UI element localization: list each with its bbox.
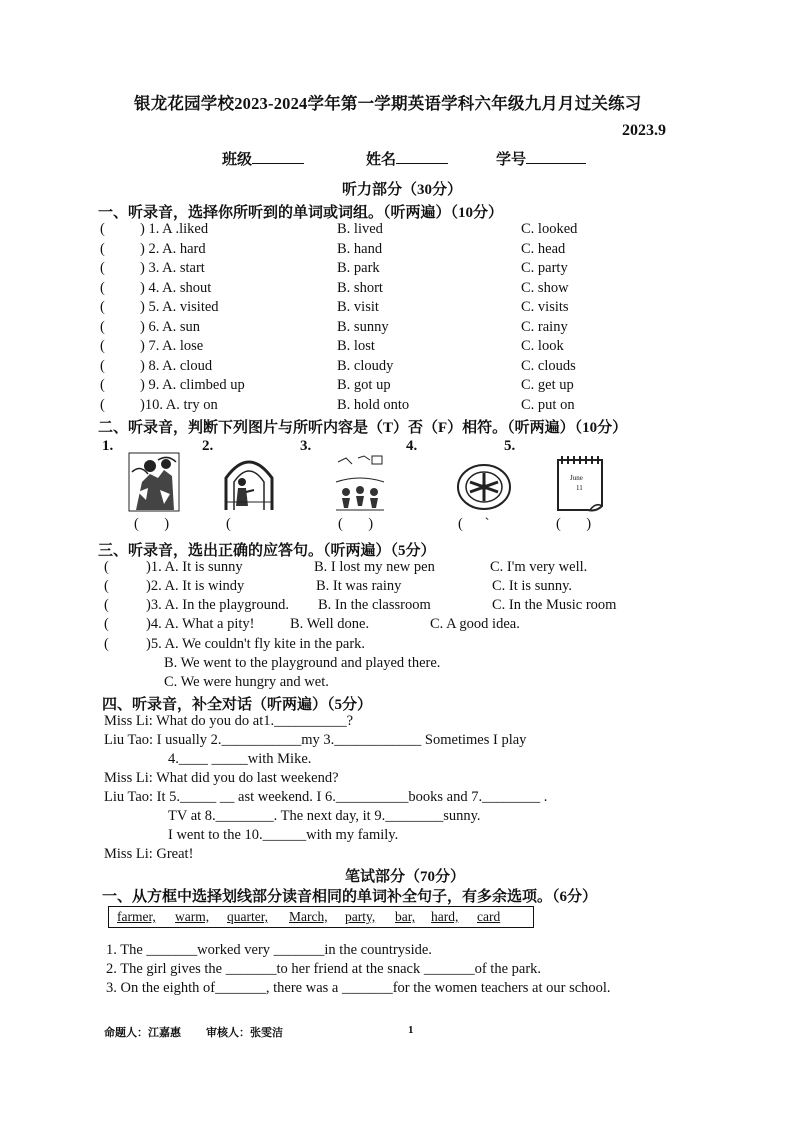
number-field (496, 148, 586, 169)
dialog-line-2: Liu Tao: I usually 2.___________my 3.____________ Sometimes I play (104, 732, 527, 748)
option-c: C. clouds (521, 357, 576, 374)
listening-part2-heading: 二、听录音，判断下列图片与所听内容是（T）否（F）相符。（听两遍）（10分） (98, 420, 628, 436)
option-b: B. cloudy (337, 357, 394, 374)
option-c: C. head (521, 240, 566, 257)
class-blank[interactable] (252, 149, 304, 164)
page-title: 银龙花园学校2023-2024学年第一学期英语学科六年级九月月过关练习 (134, 94, 642, 113)
option-b: B. got up (337, 377, 391, 393)
answer-bracket[interactable]: ( (100, 357, 105, 374)
class-field (222, 148, 304, 169)
page-number: 1 (408, 1024, 414, 1036)
name-label: 姓名 (366, 152, 397, 168)
answer-bracket[interactable]: ( (104, 597, 109, 613)
dialog-line-8: Miss Li: Great! (104, 846, 194, 862)
answer-bracket[interactable]: ( (100, 338, 105, 354)
p3-q5-bracket[interactable]: ( (104, 636, 109, 652)
answer-bracket[interactable]: ( (100, 240, 105, 257)
option-b: B. hold onto (337, 396, 410, 413)
people-windy-picture (128, 452, 180, 512)
option-a: ) 6. A. sun (140, 318, 201, 335)
listening-part3-heading: 三、听录音，选出正确的应答句。（听两遍）（5分） (98, 543, 436, 559)
response-option-a: )3. A. In the playground. (146, 597, 289, 613)
calendar-month: June (570, 474, 583, 482)
option-a: ) 5. A. visited (140, 299, 219, 315)
answer-bracket[interactable]: ( (104, 616, 109, 632)
option-b: B. short (337, 279, 383, 296)
calendar-icon (556, 454, 608, 512)
dialog-line-6: TV at 8.________. The next day, it 9.________sunny. (168, 808, 481, 824)
written-part1-heading: 一、从方框中选择划线部分读音相同的单词补全句子，有多余选项。（6分） (102, 889, 598, 905)
dialog-line-3: 4.____ _____with Mike. (168, 751, 312, 767)
written-sentence-2: 2. The girl gives the _______to her friend at the snack _______of the park. (106, 961, 542, 977)
word-option-1: farmer, (117, 909, 156, 924)
person-archway-picture (222, 452, 276, 512)
p3-q5-b: B. We went to the playground and played there. (164, 655, 441, 671)
answer-bracket[interactable]: ( (104, 559, 109, 575)
word-option-8: card (477, 909, 501, 924)
response-option-c: C. A good idea. (430, 616, 520, 632)
option-b: B. hand (337, 240, 383, 257)
dialog-line-7: I went to the 10.______with my family. (168, 827, 399, 843)
option-c: C. put on (521, 396, 575, 413)
option-a: ) 8. A. cloud (140, 357, 213, 374)
answer-bracket[interactable]: ( (100, 377, 105, 393)
pic-answer-2[interactable]: ( (226, 516, 231, 532)
listening-part4-heading: 四、听录音，补全对话（听两遍）（5分） (102, 697, 373, 713)
listening-heading: 听力部分（30分） (342, 182, 463, 198)
option-a: )10. A. try on (140, 396, 218, 413)
option-c: C. party (521, 260, 568, 276)
response-option-a: )4. A. What a pity! (146, 616, 255, 632)
calendar-day: 11 (576, 484, 583, 492)
response-option-b: B. Well done. (290, 616, 370, 632)
answer-bracket[interactable]: ( (104, 578, 109, 594)
answer-bracket[interactable]: ( (100, 279, 105, 296)
option-b: B. lived (337, 221, 383, 237)
word-box (108, 906, 534, 928)
option-c: C. get up (521, 377, 574, 393)
pic-number-4: 4. (406, 438, 418, 454)
footer-reviewer: 审核人：张雯洁 (206, 1027, 283, 1039)
answer-bracket[interactable]: ( (100, 221, 105, 237)
exam-date: 2023.9 (622, 122, 666, 139)
option-c: C. look (521, 338, 564, 354)
dialog-line-4: Miss Li: What did you do last weekend? (104, 770, 339, 786)
written-sentence-1: 1. The _______worked very _______in the countryside. (106, 942, 432, 958)
answer-bracket[interactable]: ( (100, 396, 105, 413)
answer-bracket[interactable]: ( (100, 318, 105, 335)
number-label: 学号 (496, 152, 527, 168)
word-option-2: warm, (175, 909, 210, 924)
option-c: C. rainy (521, 318, 568, 335)
option-b: B. lost (337, 338, 375, 354)
word-option-3: quarter, (227, 909, 269, 924)
word-option-7: hard, (431, 909, 459, 924)
dialog-line-5: Liu Tao: It 5._____ __ ast weekend. I 6.__________books and 7.________ . (104, 789, 548, 805)
option-a: ) 1. A .liked (140, 221, 209, 237)
word-option-6: bar, (395, 909, 416, 924)
name-blank[interactable] (396, 149, 448, 164)
option-a: ) 2. A. hard (140, 240, 206, 257)
response-option-c: C. I'm very well. (490, 559, 588, 575)
word-option-4: March, (289, 909, 328, 924)
listening-part1-heading: 一、听录音，选择你所听到的单词或词组。（听两遍）（10分） (98, 205, 504, 221)
option-b: B. park (337, 260, 380, 276)
p3-q5-a: )5. A. We couldn't fly kite in the park. (146, 636, 366, 652)
response-option-b: B. In the classroom (318, 597, 431, 613)
option-a: ) 3. A. start (140, 260, 205, 276)
answer-bracket[interactable]: ( (100, 299, 105, 315)
word-option-5: party, (345, 909, 376, 924)
footer-author: 命题人：江嘉惠 (104, 1027, 181, 1039)
response-option-b: B. I lost my new pen (314, 559, 435, 575)
number-blank[interactable] (526, 149, 586, 164)
answer-bracket[interactable]: ( (100, 260, 105, 276)
calendar-picture (556, 454, 608, 512)
p3-q5-c: C. We were hungry and wet. (164, 674, 329, 690)
response-option-a: )2. A. It is windy (146, 578, 245, 594)
option-b: B. visit (337, 299, 379, 315)
option-b: B. sunny (337, 318, 389, 335)
response-option-a: )1. A. It is sunny (146, 559, 243, 575)
dialog-line-1: Miss Li: What do you do at1.__________? (104, 713, 354, 729)
option-a: ) 9. A. climbed up (140, 377, 245, 393)
name-field (366, 148, 448, 169)
option-c: C. visits (521, 299, 569, 315)
pic-number-2: 2. (202, 438, 214, 454)
response-option-b: B. It was rainy (316, 578, 402, 594)
pic-number-1: 1. (102, 438, 114, 454)
response-option-c: C. It is sunny. (492, 578, 573, 594)
class-label: 班级 (222, 152, 253, 168)
option-c: C. show (521, 279, 569, 296)
option-c: C. looked (521, 221, 578, 237)
response-option-c: C. In the Music room (492, 597, 617, 613)
cake-plate-picture (456, 462, 512, 512)
pic-answer-1[interactable]: ( ) (134, 516, 170, 532)
pic-answer-4[interactable]: ( ` (458, 516, 490, 532)
option-a: ) 4. A. shout (140, 279, 212, 296)
pic-number-5: 5. (504, 438, 516, 454)
written-sentence-3: 3. On the eighth of_______, there was a _______for the women teachers at our school. (106, 980, 611, 996)
option-a: ) 7. A. lose (140, 338, 204, 354)
pic-answer-3[interactable]: ( ) (338, 516, 374, 532)
written-heading: 笔试部分（70分） (345, 869, 466, 885)
pic-number-3: 3. (300, 438, 312, 454)
pic-answer-5[interactable]: ( ) (556, 516, 592, 532)
children-playing-picture (334, 452, 386, 512)
